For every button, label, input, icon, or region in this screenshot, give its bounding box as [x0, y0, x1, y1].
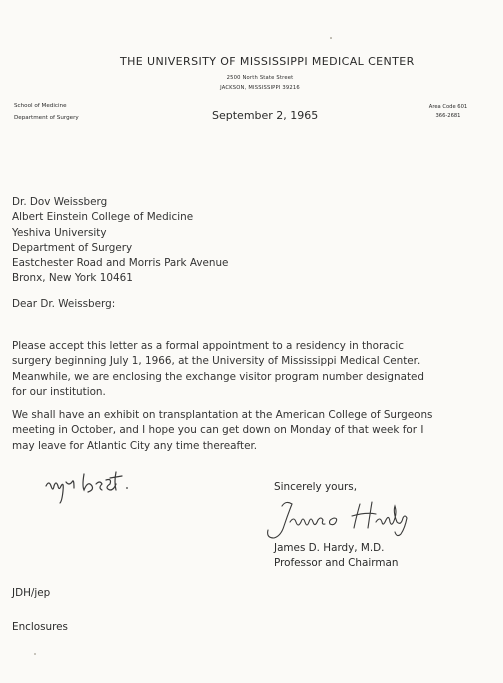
letterhead-phone: 366-2681 — [435, 113, 461, 119]
body-paragraph-1 — [12, 339, 424, 400]
paragraph-line: Please accept this letter as a formal appointment to a residency in thoracic — [12, 340, 404, 352]
recipient-line: Bronx, New York 10461 — [12, 272, 133, 285]
paragraph-line: may leave for Atlantic City any time thereafter. — [12, 439, 258, 452]
signer-name: James D. Hardy, M.D. — [274, 542, 385, 554]
paragraph-line: meeting in October, and I hope you can get down on Monday of that week for I — [12, 424, 424, 437]
recipient-line: Albert Einstein College of Medicine — [12, 211, 194, 224]
body-paragraph-2 — [12, 408, 432, 454]
recipient-line: Eastchester Road and Morris Park Avenue — [12, 257, 229, 270]
letterhead-school: School of Medicine — [14, 103, 67, 109]
handwritten-note-my-best — [44, 470, 144, 506]
paragraph-line: Meanwhile, we are enclosing the exchange visitor program number designated — [12, 370, 425, 383]
letterhead-area-code: Area Code 601 — [428, 104, 468, 110]
enclosures-note: Enclosures — [12, 621, 68, 633]
recipient-line: Yeshiva University — [12, 226, 107, 239]
handwritten-signature — [264, 500, 434, 546]
paper-speck — [330, 37, 332, 39]
recipient-address — [12, 195, 228, 287]
paragraph-line: surgery beginning July 1, 1966, at the University of Mississippi Medical Center. — [12, 355, 421, 368]
letterhead-street: 2500 North State Street — [226, 75, 294, 81]
letterhead-city: JACKSON, MISSISSIPPI 39216 — [220, 85, 300, 91]
letterhead-department: Department of Surgery — [14, 115, 79, 121]
paper-speck — [34, 653, 36, 655]
reference-initials: JDH/jep — [12, 587, 51, 599]
letterhead-institution: THE UNIVERSITY OF MISSISSIPPI MEDICAL CENTER — [120, 55, 415, 68]
salutation: Dear Dr. Weissberg: — [12, 298, 116, 310]
paragraph-line: We shall have an exhibit on transplantation at the American College of Surgeons — [12, 409, 433, 421]
signer-title: Professor and Chairman — [274, 557, 399, 569]
closing: Sincerely yours, — [274, 481, 358, 493]
paragraph-line: for our institution. — [12, 385, 106, 398]
recipient-line: Dr. Dov Weissberg — [12, 196, 108, 208]
recipient-line: Department of Surgery — [12, 241, 133, 254]
letter-date: September 2, 1965 — [212, 109, 319, 122]
